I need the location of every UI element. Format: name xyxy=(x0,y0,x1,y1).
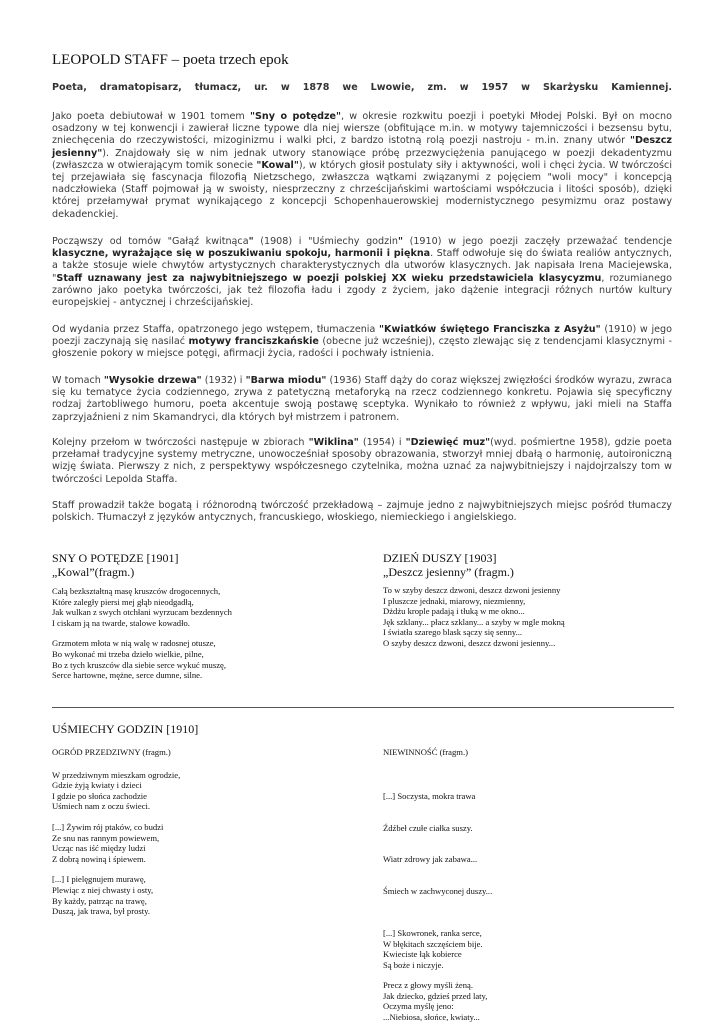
poem-stanza xyxy=(383,585,673,649)
poem-stanza xyxy=(52,770,352,812)
poem-line: Śmiech w zachwyconej duszy... xyxy=(383,886,493,897)
poem-line: Jęk szklany... płacz szklany... a szyby w mgle mokną xyxy=(383,616,565,627)
poem-line: Jak wulkan z swych otchłani wyrzucam bezdennych xyxy=(52,607,232,618)
poem-line: Jak dziecko, gdzieś przed laty, xyxy=(383,990,488,1001)
poem-line: Dżdżu krople padają i tłuką w me okno... xyxy=(383,606,525,617)
section-heading: DZIEŃ DUSZY [1903] xyxy=(383,551,497,565)
poem-line: Które zaległy piersi mej głąb nieodgadłą, xyxy=(52,596,194,607)
poem-line: Precz z głowy myśli żeną. xyxy=(383,980,473,991)
poem-title: NIEWINNOŚĆ (fragm.) xyxy=(383,747,468,757)
poem-line: I gdzie po słońca zachodzie xyxy=(52,790,147,801)
poem-line: [...] Soczysta, mokra trawa xyxy=(383,790,476,801)
paragraph-debut: Jako poeta debiutował w 1901 tomem "Sny o potędze", w okresie rozkwitu poezji i poetyki Młodej Polski. Był on mocno osadzony w tej konwencji i zawierał liczne typowe dla niej wiersze (obfitujące m.in. w motywy tajemniczości i bezsensu bytu, zniechęcenia do rzeczywistości, mizoginizmu i walki płci, z bardzo istotną rolą poezji nastroju - m.in. znany utwór "Deszcz jesienny"). Znajdowały się w nim jednak utwory stanowiące próbę przezwyciężenia panującego w poezji dekadentyzmu (zwłaszcza w otwierającym tomik sonecie "Kowal"), w których głosił postulaty siły i aktywności, woli i chęci życia. W twórczości tej przejawiała się fascynacja filozofią Nietzschego, zwłaszcza wątkami związanymi z pojęciem "woli mocy" i koncepcją nadczłowieka (Staff pojmował ją w swoisty, niesprzeczny z chrześcijańskimi wartościami współczucia i litości sposób), dzięki której przełamywał prymat wynikającego z koncepcji Schopenhauerowskiej modernistycznego pesymizmu oraz postawy dekadenckiej. xyxy=(52,111,672,220)
subtitle: Poeta, dramatopisarz, tłumacz, ur. w 1878 we Lwowie, zm. w 1957 w Skarżysku Kamiennej. xyxy=(52,82,672,93)
page-title: LEOPOLD STAFF – poeta trzech epok xyxy=(52,52,289,68)
divider xyxy=(52,707,674,708)
section-heading: SNY O POTĘDZE [1901] xyxy=(52,551,179,565)
poem-line: Duszą, jak trawa, był prosty. xyxy=(52,906,151,917)
poem-stanza xyxy=(383,928,673,970)
poem-line: Z dobrą nowiną i śpiewem. xyxy=(52,853,146,864)
poem-line: Serce hartowne, mężne, serce dumne, silne. xyxy=(52,670,203,681)
poem-line: Ucząc nas iść między ludzi xyxy=(52,843,146,854)
poem-line: Gdzie żyją kwiaty i dzieci xyxy=(52,780,142,791)
poem-stanza xyxy=(383,770,673,918)
poem-line: I światła szarego blask sączy się senny... xyxy=(383,627,523,638)
paragraph-franciscan: Od wydania przez Staffa, opatrzonego jego wstępem, tłumaczenia "Kwiatków świętego Franciszka z Asyżu" (1910) w jego poezji zaczynają się nasilać motywy franciszkańskie (obecne już wcześniej), często zlewając się z tendencjami klasycznymi - głoszenie pokory w miejsce potęgi, afirmacji życia, radości i pochwały istnienia. xyxy=(52,324,672,360)
poem-line: Grzmotem młota w nią walę w radosnej otusze, xyxy=(52,638,216,649)
poem-line: [...] Żywim rój ptaków, co budzi xyxy=(52,821,164,832)
poem-line: Plewiąc z niej chwasty i osty, xyxy=(52,884,154,895)
poem-line: Ze snu nas rannym powiewem, xyxy=(52,832,160,843)
poem-line: By każdy, patrząc na trawę, xyxy=(52,895,147,906)
poem-line: Uśmiech nam z oczu świeci. xyxy=(52,801,151,812)
paragraph-breakthrough: Kolejny przełom w twórczości następuje w zbiorach "Wiklina" (1954) i "Dziewięć muz"(wyd. pośmiertne 1958), gdzie poeta przełamał tradycyjne systemy metryczne, unowocześniał sposoby obrazowania, stworzył mniej dbałą o harmonię, autoironiczną wizję świata. Pierwszy z nich, z perspektywy współczesnego czytelnika, można uznać za najwybitniejszy i najdojrzalszy tom w twórczości Lepolda Staffa. xyxy=(52,437,673,485)
poem-line: Oczyma myślę jeno: xyxy=(383,1001,454,1012)
poem-line: Źdźbeł czułe ciałka suszy. xyxy=(383,822,473,833)
poem-line: [...] I pielęgnujem murawę, xyxy=(52,874,146,885)
poem-line: W błękitach szczęściem bije. xyxy=(383,938,483,949)
poem-niewinnosc xyxy=(383,747,673,1023)
poem-ogrod-przedziwny xyxy=(52,747,352,917)
poem-title: OGRÓD PRZEDZIWNY (fragm.) xyxy=(52,747,171,757)
poem-line: Kwieciste łąk kobierce xyxy=(383,949,462,960)
poem-line: [...] Skowronek, ranka serce, xyxy=(383,927,482,938)
poem-stanza xyxy=(52,586,352,628)
section-sny-o-potedze xyxy=(52,551,352,681)
poem-stanza xyxy=(52,638,352,680)
poem-line: Bo wykonać mi trzeba dzieło wielkie, pilne, xyxy=(52,648,204,659)
poem-line: Całą bezkształtną masę kruszców drogocennych, xyxy=(52,586,221,596)
poem-line: Są boże i niczyje. xyxy=(383,959,444,970)
paragraph-late-works: W tomach "Wysokie drzewa" (1932) i "Barwa miodu" (1936) Staff dąży do coraz większej zwięzłości środków wyrazu, zwraca się ku tematyce życia codziennego, zrywa z patetyczną metaforyką na rzecz codziennego konkretu. Pojawia się specyficzny rodzaj żartobliwego humoru, poeta akcentuje swoją postawę sceptyka. Wynikało to również z wpływu, jaki mieli na Staffa zaprzyjaźnieni z nim Skamandryci, dla których był mistrzem i patronem. xyxy=(52,375,672,423)
poem-title: „Deszcz jesienny” (fragm.) xyxy=(383,565,514,579)
poem-line: Wiatr zdrowy jak zabawa... xyxy=(383,854,478,865)
poem-line: Bo z tych kruszców dla siebie serce wykuć muszę, xyxy=(52,659,226,670)
section-heading-usmiechy-godzin: UŚMIECHY GODZIN [1910] xyxy=(52,722,199,736)
poem-stanza xyxy=(52,874,352,916)
poem-stanza xyxy=(383,980,673,1022)
poem-line: I ciskam ją na twarde, stalowe kowadło. xyxy=(52,617,190,628)
poem-line: W przedziwnym mieszkam ogrodzie, xyxy=(52,769,181,780)
poem-title: „Kowal”(fragm.) xyxy=(52,565,135,579)
section-dzien-duszy xyxy=(383,551,673,649)
paragraph-translations: Staff prowadził także bogatą i różnorodną twórczość przekładową – zajmuje jedno z najwybitniejszych miejsc pośród tłumaczy polskich. Tłumaczył z języków antycznych, francuskiego, włoskiego, niemieckiego i angielskiego. xyxy=(52,500,672,524)
poem-line: I pluszcze jednaki, miarowy, niezmienny, xyxy=(383,595,526,606)
paragraph-classicism: Począwszy od tomów "Gałąź kwitnąca" (1908) i "Uśmiechy godzin" (1910) w jego poezji zaczęły przeważać tendencje klasyczne, wyrażające się w poszukiwaniu spokoju, harmonii i piękna. Staff odwołuje się do świata realiów antycznych, a także stosuje wiele chwytów artystycznych charakterystycznych dla utworów klasycznych. Jak napisała Irena Maciejewska, "Staff uznawany jest za najwybitniejszego w poezji polskiej XX wieku przedstawiciela klasycyzmu, rozumianego zarówno jako poetyka twórczości, jak też filozofia ładu i zgody z życiem, jako dążenie integracji różnych nurtów kultury europejskiej - antycznej i chrześcijańskiej. xyxy=(52,236,672,309)
poem-line: O szyby deszcz dzwoni, deszcz dzwoni jesienny... xyxy=(383,637,556,648)
poem-line: To w szyby deszcz dzwoni, deszcz dzwoni jesienny xyxy=(383,585,561,595)
poem-stanza xyxy=(52,822,352,864)
poem-line: ...Niebiosa, słońce, kwiaty... xyxy=(383,1012,480,1023)
